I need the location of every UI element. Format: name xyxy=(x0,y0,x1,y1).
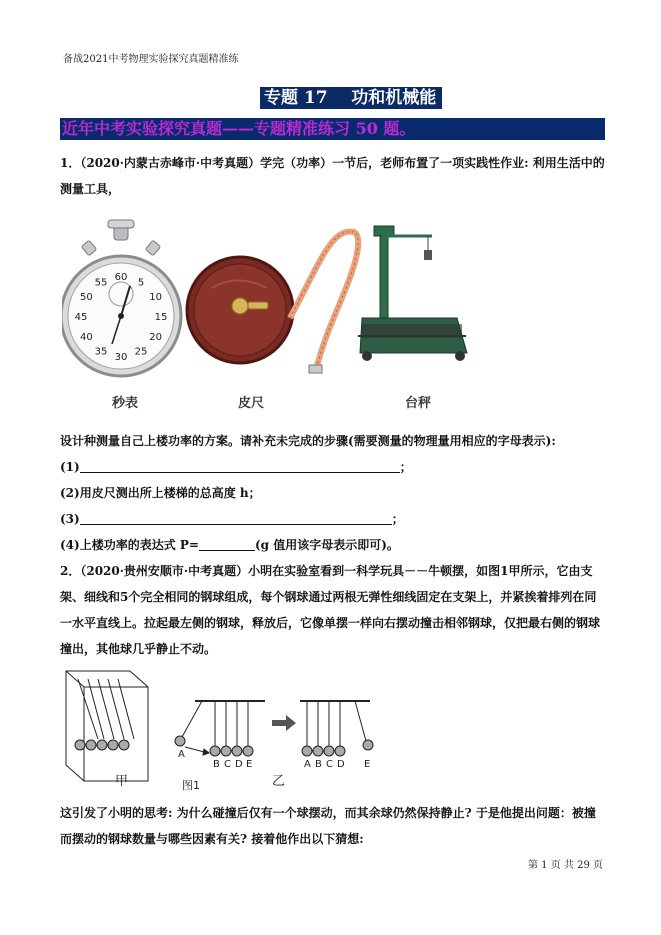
step-2: (2)用皮尺测出所上楼梯的总高度 h； xyxy=(60,486,261,500)
tool-label-stopwatch: 秒表 xyxy=(112,396,139,411)
step-1-prefix: (1) xyxy=(60,460,80,474)
page-title: 专题 17 功和机械能 xyxy=(260,87,442,109)
ball-label-left: B xyxy=(213,759,220,770)
stopwatch-digit: 30 xyxy=(114,352,128,363)
step-3-blank[interactable] xyxy=(80,510,392,525)
step-4-prefix: (4)上楼功率的表达式 P= xyxy=(60,538,199,552)
question-1-number: 1． xyxy=(60,156,81,170)
step-3-suffix: ； xyxy=(391,512,404,526)
ball-label-right: C xyxy=(326,759,333,770)
ball-label-left: A xyxy=(178,749,185,760)
stopwatch-digit: 40 xyxy=(80,332,93,343)
tools-illustration xyxy=(62,218,602,393)
stopwatch-digit: 25 xyxy=(134,346,148,358)
stopwatch-digit: 60 xyxy=(114,272,128,283)
ball-label-right: B xyxy=(315,759,322,770)
step-4 xyxy=(60,532,605,558)
question-1-text: 学完（功率）一节后，老师布置了一项实践性作业: 利用生活中的测量工具， xyxy=(60,156,605,196)
stopwatch-digit: 35 xyxy=(94,346,108,358)
question-1-source: （2020·内蒙古赤峰市·中考真题） xyxy=(80,156,261,170)
newtons-cradle-figure xyxy=(60,665,390,795)
page-footer: 第 1 页 共 29 页 xyxy=(528,860,603,871)
question-1-intro xyxy=(60,150,605,202)
stopwatch-digit: 10 xyxy=(149,292,162,303)
tools-figure xyxy=(62,218,602,393)
question-2-followup: 这引发了小明的思考: 为什么碰撞后仅有一个球摆动，而其余球仍然保持静止? 于是他提出问题：被撞而摆动的钢球数量与哪些因素有关? 接着他作出以下猜想: xyxy=(60,806,596,846)
question-1-prompt: 设计种测量自己上楼功率的方案。请补充未完成的步骤(需要测量的物理量用相应的字母表示): xyxy=(60,434,556,448)
cradle-schematic-right-icon xyxy=(300,701,373,756)
stopwatch-digit: 55 xyxy=(94,277,108,289)
stopwatch-digit: 45 xyxy=(74,312,88,323)
page-subtitle: 近年中考实验探究真题——专题精准练习 50 题。 xyxy=(60,118,605,140)
question-2-source: （2020·贵州安顺市·中考真题） xyxy=(80,564,249,578)
figure-label-jia: 甲 xyxy=(115,774,129,789)
figure-label-number: 图1 xyxy=(182,779,200,792)
step-3 xyxy=(60,506,605,532)
newtons-cradle-illustration xyxy=(60,665,390,795)
step-1-blank[interactable] xyxy=(80,458,400,473)
transition-arrow-icon xyxy=(272,715,296,731)
figure-label-yi: 乙 xyxy=(272,774,286,789)
ball-labels-right xyxy=(304,759,370,770)
cradle-perspective-icon xyxy=(66,671,148,781)
step-3-prefix: (3) xyxy=(60,512,80,526)
question-2-number: 2． xyxy=(60,564,81,578)
question-2-body: 小明在实验室看到一科学玩具－－牛顿摆，如图1甲所示，它由支架、细线和5个完全相同的钢球组成，每个钢球通过两根无弹性细线固定在支架上，并紧挨着排列在同一水平直线上。拉起最左侧的钢球，释放后，它像单摆一样向右摆动撞击相邻钢球，仅把最右侧的钢球撞出，其他球几乎静止不动。 xyxy=(60,564,601,656)
ball-label-right: E xyxy=(364,759,371,770)
step-4-blank[interactable] xyxy=(199,536,255,551)
ball-label-right: A xyxy=(304,759,311,770)
step-1-suffix: ； xyxy=(399,460,412,474)
ball-label-right: D xyxy=(337,759,345,770)
ball-label-left: D xyxy=(235,759,243,770)
ball-label-left: C xyxy=(224,759,231,770)
question-2-text xyxy=(60,558,605,662)
cradle-schematic-left-icon xyxy=(175,701,265,756)
stopwatch-digit: 50 xyxy=(80,292,93,303)
step-4-suffix: (g 值用该字母表示即可)。 xyxy=(254,538,399,552)
stopwatch-digit: 5 xyxy=(137,277,145,289)
tool-label-tape: 皮尺 xyxy=(238,396,265,411)
platform-scale-icon xyxy=(358,226,467,361)
tape-measure-icon xyxy=(187,232,358,373)
stopwatch-digit: 15 xyxy=(154,312,168,323)
step-1 xyxy=(60,454,605,480)
ball-label-left: E xyxy=(246,759,253,770)
header-note: 备战2021中考物理实验探究真题精准练 xyxy=(63,54,239,65)
tool-label-scale: 台秤 xyxy=(405,396,432,411)
stopwatch-icon xyxy=(62,220,181,376)
stopwatch-digit: 20 xyxy=(149,332,162,343)
